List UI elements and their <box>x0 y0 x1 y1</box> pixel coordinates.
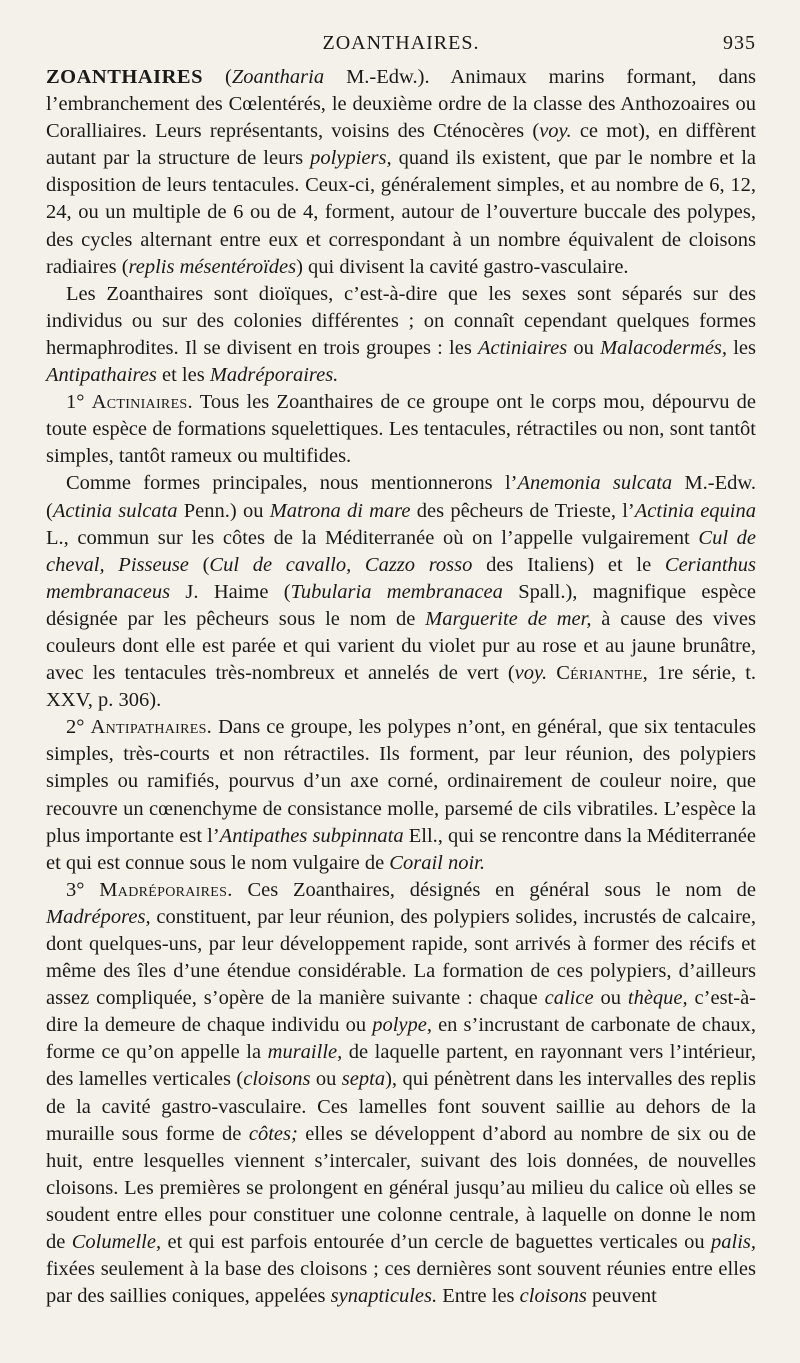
text-run: Entre les <box>437 1285 520 1308</box>
italic-run: côtes; <box>248 1122 298 1145</box>
text-run: Penn.) ou <box>177 499 270 522</box>
text-run: des Italiens) et le <box>472 553 665 576</box>
italic-run: Antipathes subpinnata <box>219 824 404 847</box>
italic-run: synapticules. <box>330 1285 438 1308</box>
text-run: les <box>727 336 756 359</box>
italic-run: Matrona di mare <box>269 499 411 522</box>
italic-run: Corail noir. <box>389 851 485 874</box>
running-header <box>46 28 756 64</box>
italic-run: Marguerite de mer, <box>425 607 592 630</box>
text-run: peuvent <box>586 1285 657 1308</box>
text-run: 1re série, t. XXV, p. 306). <box>46 662 757 712</box>
entry-headword: ZOANTHAIRES <box>46 66 204 88</box>
paragraph-madreporaires <box>46 877 756 1311</box>
italic-run: Anemonia sulcata <box>517 472 673 495</box>
italic-run: palis, <box>711 1231 756 1254</box>
italic-run: Antipathaires <box>46 364 157 387</box>
section-label: Madréporaires. <box>99 878 233 901</box>
italic-run: polypiers, <box>310 147 392 170</box>
text-run: Les Zoanthaires sont dioïques, c’est-à-dire que les sexes sont séparés sur des individus ou sur des colonies différentes ; on connaît cependant quelques formes hermaphrodites. Il se divisent en trois groupes : les <box>46 282 756 359</box>
italic-run: Malacodermés, <box>600 336 728 359</box>
italic-run: Columelle, <box>71 1231 162 1254</box>
italic-run: cloisons <box>519 1285 587 1308</box>
section-number: 1° <box>66 391 92 414</box>
text-run: elles se développent d’abord au nombre de six ou de huit, entre lesquelles viennent s’intercaler, suivant des lois données, de nouvelles cloisons. Les premières se prolongent en général jusqu’au milieu du calice où elles se soudent entre elles pour constituer une colonne centrale, à laquelle on donne le nom de <box>46 1122 756 1254</box>
italic-run: polype, <box>372 1014 432 1037</box>
text-run: Ces Zoanthaires, désignés en général sous le nom de <box>232 878 757 901</box>
text-run: à cause des vives couleurs dont elle est parée et qui varient du violet pur au rose et au jaune brunâtre, avec les tentacules très-nombreux et annelés de vert ( <box>46 607 756 685</box>
text-run: ou <box>593 987 628 1010</box>
paragraph-species <box>46 470 756 714</box>
italic-run: Actinia sulcata <box>52 499 178 522</box>
text-run: ( <box>188 553 210 576</box>
italic-run: Actinia equina <box>634 499 756 522</box>
italic-run: voy. <box>514 662 548 685</box>
text-run: M.-Edw. ( <box>46 472 756 522</box>
italic-run: Zoantharia <box>231 66 325 88</box>
italic-run: Cul de cavallo, Cazzo rosso <box>209 553 473 576</box>
section-label: Actiniaires. <box>91 391 193 414</box>
cross-reference: Cérianthe, <box>556 662 648 685</box>
text-run: fixées seulement à la base des cloisons ; ces dernières sont souvent réunies entre elles par des saillies coniques, appelées <box>46 1258 756 1308</box>
italic-run: Madréporaires. <box>209 364 339 387</box>
paragraph-antipathaires <box>46 714 756 877</box>
italic-run: septa <box>341 1068 386 1091</box>
paragraph-actiniaires <box>46 389 756 470</box>
paragraph-definition <box>46 64 756 281</box>
text-run: Tous les Zoanthaires de ce groupe ont le corps mou, dépourvu de toute espèce de formations squelettiques. Les tentacules, rétractiles ou non, sont tantôt simples, tantôt rameux ou multifides. <box>46 391 756 468</box>
article-body <box>46 64 756 1310</box>
italic-run: replis mésentéroïdes <box>128 255 297 278</box>
text-run: M.-Edw.). Animaux marins formant, dans l’embranchement des Cœlentérés, le deuxième ordre de la classe des Anthozoaires ou Coralliaires. Leurs représentants, voisins des Cténocères ( <box>46 66 756 143</box>
text-run: de laquelle partent, en rayonnant vers l’intérieur, des lamelles verticales ( <box>46 1041 756 1091</box>
text-run: et les <box>156 364 210 387</box>
text-run: Ell., qui se rencontre dans la Méditerranée et qui est connue sous le nom vulgaire de <box>46 824 756 874</box>
text-run: ou <box>567 336 601 359</box>
running-title: ZOANTHAIRES. <box>322 32 480 54</box>
section-number: 2° <box>66 716 91 739</box>
text-run: ), qui pénètrent dans les intervalles des replis de la cavité gastro-vasculaire. Ces lamelles font souvent saillie au dehors de la muraille sous forme de <box>46 1068 757 1145</box>
text-run: L., commun sur les côtes de la Méditerranée où on l’appelle vulgairement <box>46 526 699 549</box>
section-label: Antipathaires. <box>90 716 213 739</box>
text-run: c’est-à-dire la demeure de chaque individu ou <box>46 987 757 1037</box>
italic-run: Madrépores, <box>46 905 151 928</box>
text-run: et qui est parfois entourée d’un cercle de baguettes verticales ou <box>161 1231 711 1254</box>
text-run: ( <box>203 66 232 88</box>
italic-run: Actiniaires <box>477 336 568 359</box>
italic-run: cloisons <box>243 1068 311 1091</box>
text-run: Spall.), magnifique espèce désignée par les pêcheurs sous le nom de <box>46 580 757 630</box>
italic-run: calice <box>544 987 594 1010</box>
paragraph-groups <box>46 281 756 389</box>
page-number: 935 <box>723 32 756 54</box>
text-run: Comme formes principales, nous mentionnerons l’ <box>66 472 518 495</box>
italic-run: Cul de cheval, Pisseuse <box>46 526 756 576</box>
text-run: J. Haime ( <box>170 580 291 603</box>
text-run: en s’incrustant de carbonate de chaux, forme ce qu’on appelle la <box>46 1014 757 1064</box>
text-run: ce mot), en diffèrent autant par la structure de leurs <box>46 120 756 170</box>
text-run <box>547 662 556 684</box>
italic-run: Cerianthus membranaceus <box>46 553 757 603</box>
text-run: ) qui divisent la cavité gastro-vasculaire. <box>296 255 629 278</box>
text-run: des pêcheurs de Trieste, l’ <box>410 499 635 522</box>
italic-run: voy. <box>539 120 572 143</box>
section-number: 3° <box>66 878 100 901</box>
italic-run: thèque, <box>627 987 688 1010</box>
text-run: constituent, par leur réunion, des polypiers solides, incrustés de calcaire, dont quelques-uns, par leur développement rapide, sont arrivés à former des récifs et même des îles d’une étendue considérable. La formation de ces polypiers, d’ailleurs assez compliquée, s’opère de la manière suivante : chaque <box>46 905 756 1010</box>
text-run: Dans ce groupe, les polypes n’ont, en général, que six tentacules simples, très-courts et non rétractiles. Ils forment, par leur réunion, des polypiers simples ou ramifiés, pourvus d’un axe corné, ordinairement de couleur noire, que recouvre un cœnenchyme de consistance molle, parsemé de cils vibratiles. L’espèce la plus importante est l’ <box>46 716 756 847</box>
italic-run: muraille, <box>267 1041 343 1064</box>
text-run: quand ils existent, que par le nombre et la disposition de leurs tentacules. Ceux-ci, généralement simples, et au nombre de 6, 12, 24, ou un multiple de 6 ou de 4, forment, autour de l’ouverture buccale des polypes, des cycles alternant entre eux et correspondant à un nombre équivalent de cloisons radiaires ( <box>46 147 756 278</box>
text-run: ou <box>310 1068 342 1091</box>
italic-run: Tubularia membranacea <box>290 580 503 603</box>
